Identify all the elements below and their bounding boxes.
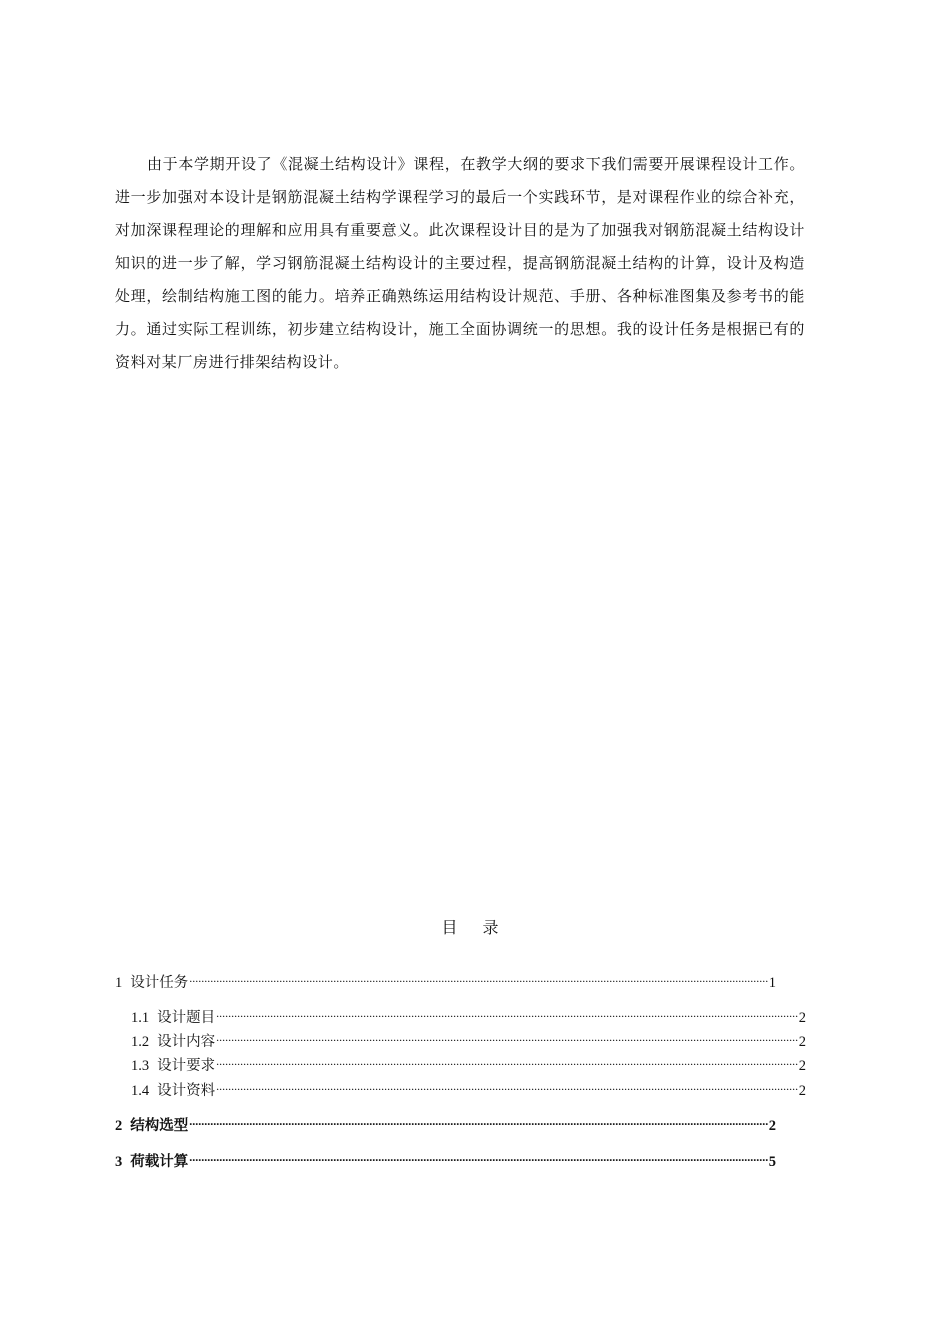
toc-entry-page: 2 [798, 1083, 806, 1099]
toc-entry-1-3[interactable] [131, 1050, 806, 1076]
toc-entry-page: 2 [798, 1010, 806, 1026]
dot-leader [216, 1002, 798, 1022]
dot-leader [189, 1110, 768, 1130]
toc-entry-number: 1.1 [131, 1010, 150, 1026]
toc-entry-1[interactable] [115, 967, 776, 993]
toc-entry-1-1[interactable] [131, 1002, 806, 1028]
toc-entry-label: 设计任务 [130, 975, 189, 991]
toc-entry-label: 设计要求 [157, 1058, 216, 1074]
dot-leader [216, 1050, 798, 1070]
toc-entry-number: 2 [115, 1118, 123, 1134]
dot-leader [216, 1026, 798, 1046]
toc-entry-label: 设计资料 [157, 1083, 216, 1099]
toc-entry-page: 5 [768, 1154, 776, 1170]
dot-leader [189, 1146, 768, 1166]
toc-entry-number: 1.4 [131, 1083, 150, 1099]
intro-paragraph: 由于本学期开设了《混凝土结构设计》课程，在教学大纲的要求下我们需要开展课程设计工作。进一步加强对本设计是钢筋混凝土结构学课程学习的最后一个实践环节，是对课程作业的综合补充，对加深课程理论的理解和应用具有重要意义。此次课程设计目的是为了加强我对钢筋混凝土结构设计知识的进一步了解，学习钢筋混凝土结构设计的主要过程，提高钢筋混凝土结构的计算，设计及构造处理，绘制结构施工图的能力。培养正确熟练运用结构设计规范、手册、各种标准图集及参考书的能力。通过实际工程训练，初步建立结构设计，施工全面协调统一的思想。我的设计任务是根据已有的资料对某厂房进行排架结构设计。 [115, 155, 805, 371]
dot-leader [189, 967, 768, 987]
toc-entry-number: 1.2 [131, 1034, 150, 1050]
toc-entry-1-4[interactable] [131, 1075, 806, 1101]
toc-entry-page: 2 [798, 1034, 806, 1050]
toc-entry-2[interactable] [115, 1110, 776, 1136]
toc-entry-label: 荷载计算 [130, 1154, 189, 1170]
toc-entry-page: 2 [768, 1118, 776, 1134]
toc-title: 目 录 [441, 918, 509, 937]
toc-entry-number: 3 [115, 1154, 123, 1170]
dot-leader [216, 1075, 798, 1095]
toc-entry-label: 设计内容 [157, 1034, 216, 1050]
toc-entry-number: 1 [115, 975, 123, 991]
toc-entry-page: 2 [798, 1058, 806, 1074]
toc-entry-3[interactable] [115, 1146, 776, 1172]
toc-entry-number: 1.3 [131, 1058, 150, 1074]
toc-entry-label: 结构选型 [130, 1118, 189, 1134]
toc-entry-page: 1 [768, 975, 776, 991]
toc-entry-label: 设计题目 [157, 1010, 216, 1026]
toc-entry-1-2[interactable] [131, 1026, 806, 1052]
